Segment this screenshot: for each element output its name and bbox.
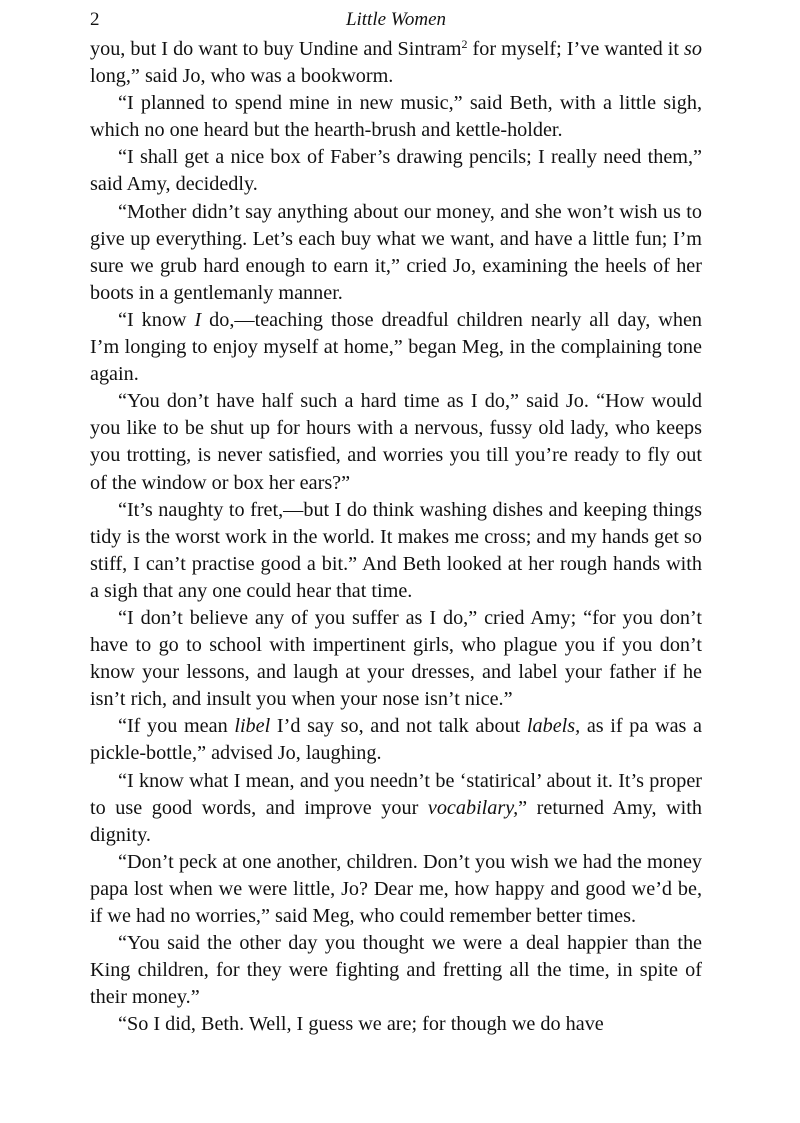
text-run: as if pa was a pickle-bottle,” advised Jo, laughing. <box>90 715 702 765</box>
paragraph: “Don’t peck at one another, children. Don’t you wish we had the money papa lost when we were little, Jo? Dear me, how happy and good we’d be, if we had no worries,” said Meg, who could remember better times. <box>90 850 702 927</box>
paragraph <box>90 768 702 849</box>
paragraph: “It’s naughty to fret,—but I do think washing dishes and keeping things tidy is the worst work in the world. It makes me cross; and my hands get so stiff, I can’t practise good a bit.” And Beth looked at her rough hands with a sigh that any one could hear that time. <box>90 498 702 602</box>
paragraph: “You said the other day you thought we were a deal happier than the King children, for they were fighting and fretting all the time, in spite of their money.” <box>90 932 702 1009</box>
text-run: for myself; I’ve wanted it <box>467 38 685 60</box>
text-run: “I know <box>118 308 195 331</box>
italic-emphasis: I <box>194 308 202 331</box>
text-run: long,” said Jo, who was a bookworm. <box>90 65 394 88</box>
text-run: do,—teaching those dreadful children nearly all day, when I’m longing to enjoy myself at home,” began Meg, in the complaining tone again. <box>90 308 702 386</box>
text-run: I’d say so, and not talk about <box>270 715 527 738</box>
book-page <box>90 6 702 1038</box>
paragraph: “Mother didn’t say anything about our money, and she won’t wish us to give up everything. Let’s each buy what we want, and have a little fun; I’m sure we grub hard enough to earn it,” cried Jo, examining the heels of her boots in a gentlemanly manner. <box>90 200 702 304</box>
paragraph: “I planned to spend mine in new music,” said Beth, with a little sigh, which no one heard but the hearth-brush and kettle-holder. <box>90 92 702 142</box>
italic-emphasis: so <box>684 38 702 60</box>
page-number: 2 <box>90 9 100 30</box>
paragraph: “So I did, Beth. Well, I guess we are; for though we do have <box>118 1013 604 1036</box>
paragraph: “I don’t believe any of you suffer as I do,” cried Amy; “for you don’t have to go to school with impertinent girls, who plague you if you don’t know your lessons, and laugh at your dresses, and label your father if he isn’t rich, and insult you when your nose isn’t nice.” <box>90 606 702 711</box>
paragraph: “You don’t have half such a hard time as I do,” said Jo. “How would you like to be shut up for hours with a nervous, fussy old lady, who keeps you trotting, is never satisfied, and worries you till you’re ready to fly out of the window or box her ears?” <box>90 390 702 494</box>
text-run: you, but I do want to buy Undine and Sintram <box>90 38 462 60</box>
paragraph-continued <box>90 36 702 90</box>
italic-emphasis: labels, <box>526 715 581 738</box>
text-run: ” returned Amy, with dignity. <box>90 796 702 846</box>
paragraph <box>90 713 702 767</box>
paragraph <box>90 307 702 388</box>
footnote-marker: 2 <box>461 37 468 51</box>
book-title: Little Women <box>345 9 447 30</box>
body-text <box>90 36 702 1038</box>
paragraph: “I shall get a nice box of Faber’s drawing pencils; I really need them,” said Amy, decidedly. <box>90 146 702 196</box>
italic-emphasis: vocabilary, <box>427 796 519 819</box>
text-run: “If you mean <box>118 715 235 738</box>
text-run: “I know what I mean, and you needn’t be ‘statirical’ about it. It’s proper to use good words, and improve your <box>90 769 702 819</box>
running-head <box>90 6 702 36</box>
italic-emphasis: libel <box>234 715 271 738</box>
